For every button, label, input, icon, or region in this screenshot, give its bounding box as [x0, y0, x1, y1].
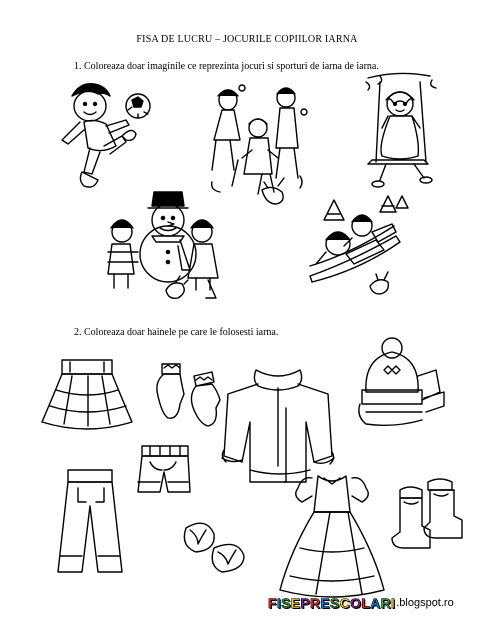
flip-flops-drawing [184, 523, 244, 572]
logo-main-text: FISEPRESCOLARI [268, 595, 396, 611]
fur-coat-drawing [222, 370, 334, 482]
task-1-instruction: 1. Coloreaza doar imaginile ce reprezinta jocuri si sporturi de iarna de iarna. [74, 61, 379, 72]
logo-suffix-text: .blogspot.ro [396, 597, 454, 609]
sled-children-drawing [310, 196, 408, 294]
winter-boots-drawing [392, 479, 462, 548]
task-2-instruction: 2. Coloreaza doar hainele pe care le folosesti iarna. [74, 327, 279, 338]
skirt-drawing [42, 360, 132, 429]
mittens-drawing [157, 364, 220, 426]
snowball-fight-drawing [212, 85, 307, 204]
fiseprescolari-logo [268, 592, 454, 614]
snowman-kids-drawing [108, 192, 218, 298]
swing-girl-drawing [366, 73, 436, 187]
soccer-boy-drawing [62, 84, 150, 187]
worksheet-title: FISA DE LUCRU – JOCURILE COPIILOR IARNA [136, 34, 358, 45]
winter-pants-drawing [58, 470, 122, 572]
shorts-drawing [138, 446, 190, 492]
winter-hat-scarf-drawing [359, 338, 444, 425]
dress-drawing [280, 476, 384, 597]
